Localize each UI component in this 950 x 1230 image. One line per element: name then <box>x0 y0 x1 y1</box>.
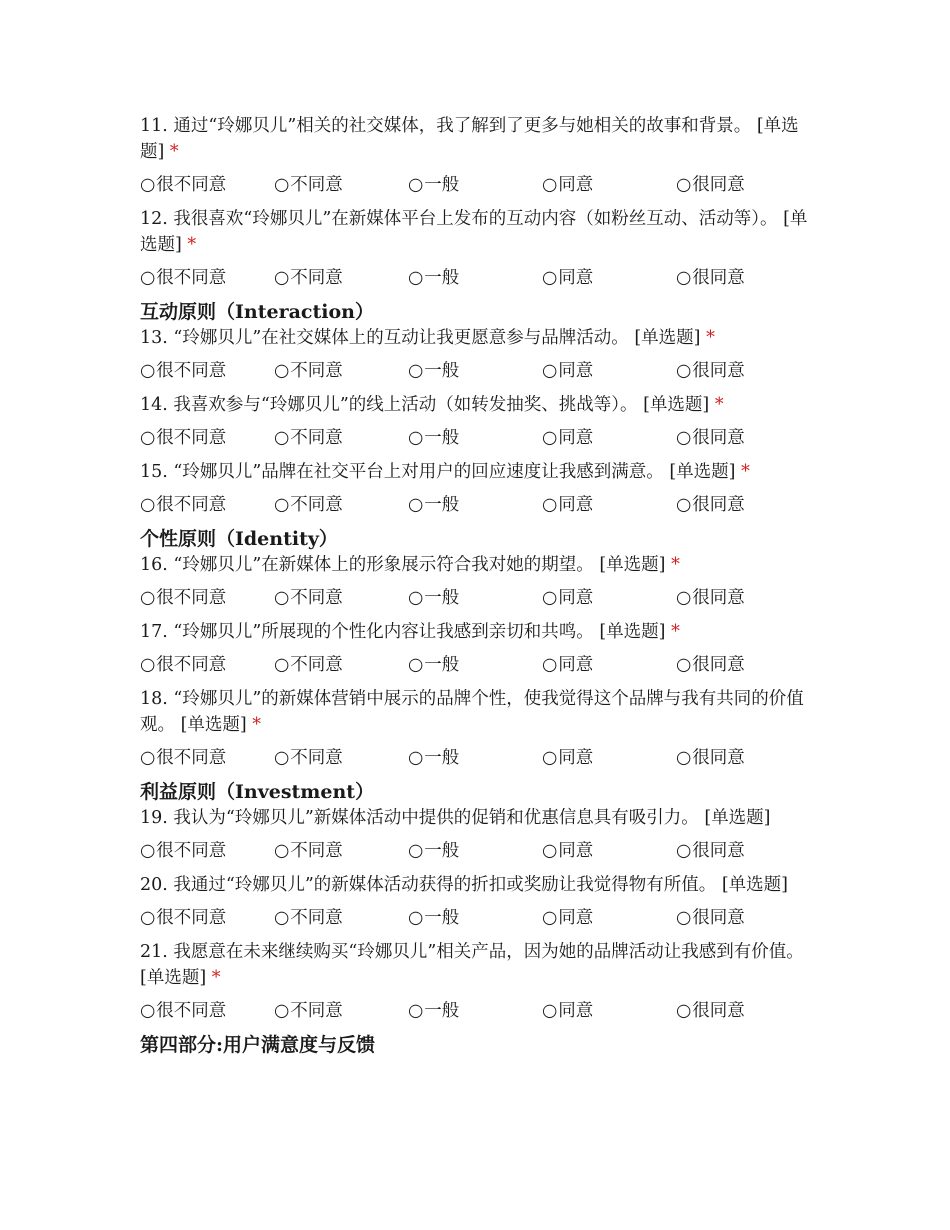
radio-circle-icon[interactable]: ○ <box>408 495 424 515</box>
radio-circle-icon[interactable]: ○ <box>274 361 290 381</box>
radio-circle-icon[interactable]: ○ <box>408 1001 424 1021</box>
question-text <box>140 392 815 418</box>
radio-option-label: 很同意 <box>692 428 745 448</box>
radio-option-label: 一般 <box>424 175 460 195</box>
radio-option[interactable] <box>274 652 408 678</box>
radio-option-label: 很不同意 <box>156 1001 227 1021</box>
radio-circle-icon[interactable]: ○ <box>408 175 424 195</box>
radio-option-label: 很同意 <box>692 748 745 768</box>
radio-circle-icon[interactable]: ○ <box>140 175 156 195</box>
radio-option-label: 不同意 <box>290 495 343 515</box>
radio-circle-icon[interactable]: ○ <box>408 841 424 861</box>
radio-circle-icon[interactable]: ○ <box>542 361 558 381</box>
radio-option[interactable] <box>408 358 542 384</box>
likert-option-row <box>140 905 815 931</box>
radio-option[interactable] <box>542 745 676 771</box>
radio-option-label: 一般 <box>424 428 460 448</box>
radio-circle-icon[interactable]: ○ <box>408 908 424 928</box>
radio-option[interactable] <box>676 585 810 611</box>
radio-option[interactable] <box>408 652 542 678</box>
radio-option[interactable] <box>140 745 274 771</box>
radio-option[interactable] <box>274 358 408 384</box>
radio-circle-icon[interactable]: ○ <box>542 175 558 195</box>
radio-option[interactable] <box>274 998 408 1024</box>
radio-circle-icon[interactable]: ○ <box>676 175 692 195</box>
radio-option[interactable] <box>676 265 810 291</box>
radio-circle-icon[interactable]: ○ <box>676 588 692 608</box>
radio-circle-icon[interactable]: ○ <box>274 841 290 861</box>
radio-circle-icon[interactable]: ○ <box>542 841 558 861</box>
required-asterisk: * <box>211 968 221 988</box>
radio-circle-icon[interactable]: ○ <box>140 268 156 288</box>
radio-option-label: 一般 <box>424 268 460 288</box>
radio-option-label: 同意 <box>558 495 594 515</box>
radio-option-label: 一般 <box>424 908 460 928</box>
radio-option[interactable] <box>140 358 274 384</box>
radio-option-label: 不同意 <box>290 841 343 861</box>
radio-option-label: 不同意 <box>290 268 343 288</box>
radio-option[interactable] <box>274 905 408 931</box>
question-label: 14. 我喜欢参与“玲娜贝儿”的线上活动（如转发抽奖、挑战等）。 [单选题] <box>140 395 710 415</box>
question-text <box>140 805 815 831</box>
radio-option[interactable] <box>140 838 274 864</box>
likert-option-row <box>140 425 815 451</box>
required-asterisk: * <box>714 395 724 415</box>
radio-option-label: 很不同意 <box>156 268 227 288</box>
likert-option-row <box>140 358 815 384</box>
likert-option-row <box>140 585 815 611</box>
radio-circle-icon[interactable]: ○ <box>140 361 156 381</box>
radio-option[interactable] <box>274 585 408 611</box>
radio-option[interactable] <box>408 905 542 931</box>
radio-option-label: 一般 <box>424 748 460 768</box>
radio-circle-icon[interactable]: ○ <box>140 1001 156 1021</box>
required-asterisk: * <box>187 235 197 255</box>
radio-option[interactable] <box>140 905 274 931</box>
section-heading: 个性原则（Identity） <box>140 528 338 550</box>
required-asterisk: * <box>741 462 750 482</box>
radio-option[interactable] <box>274 745 408 771</box>
radio-option[interactable] <box>542 585 676 611</box>
radio-circle-icon[interactable]: ○ <box>408 268 424 288</box>
radio-option-label: 同意 <box>558 175 594 195</box>
radio-option-label: 很不同意 <box>156 655 227 675</box>
radio-option[interactable] <box>408 172 542 198</box>
radio-circle-icon[interactable]: ○ <box>140 428 156 448</box>
radio-circle-icon[interactable]: ○ <box>274 1001 290 1021</box>
radio-circle-icon[interactable]: ○ <box>676 841 692 861</box>
radio-option[interactable] <box>542 265 676 291</box>
radio-option-label: 不同意 <box>290 655 343 675</box>
radio-option[interactable] <box>274 425 408 451</box>
radio-option-label: 同意 <box>558 748 594 768</box>
radio-circle-icon[interactable]: ○ <box>274 908 290 928</box>
radio-option-label: 同意 <box>558 428 594 448</box>
radio-option-label: 很不同意 <box>156 908 227 928</box>
likert-option-row <box>140 838 815 864</box>
question-text <box>140 939 815 991</box>
radio-circle-icon[interactable]: ○ <box>542 428 558 448</box>
radio-circle-icon[interactable]: ○ <box>676 268 692 288</box>
radio-option[interactable] <box>408 838 542 864</box>
radio-circle-icon[interactable]: ○ <box>542 495 558 515</box>
required-asterisk: * <box>169 142 179 162</box>
radio-option-label: 一般 <box>424 588 460 608</box>
radio-option-label: 很不同意 <box>156 428 227 448</box>
section-heading: 互动原则（Interaction） <box>140 301 374 323</box>
radio-option[interactable] <box>676 745 810 771</box>
radio-option-label: 很不同意 <box>156 495 227 515</box>
question-text <box>140 552 815 578</box>
radio-option[interactable] <box>542 425 676 451</box>
radio-option-label: 不同意 <box>290 588 343 608</box>
radio-option[interactable] <box>408 745 542 771</box>
radio-circle-icon[interactable]: ○ <box>140 841 156 861</box>
radio-option-label: 很同意 <box>692 908 745 928</box>
radio-circle-icon[interactable]: ○ <box>542 908 558 928</box>
radio-option-label: 一般 <box>424 361 460 381</box>
question-label: 20. 我通过“玲娜贝儿”的新媒体活动获得的折扣或奖励让我觉得物有所值。 [单选题] <box>140 875 789 895</box>
radio-option-label: 一般 <box>424 495 460 515</box>
question-text <box>140 113 815 165</box>
radio-option-label: 很不同意 <box>156 361 227 381</box>
radio-option-label: 很不同意 <box>156 588 227 608</box>
likert-option-row <box>140 172 815 198</box>
radio-option[interactable] <box>676 358 810 384</box>
radio-option-label: 很同意 <box>692 841 745 861</box>
radio-option[interactable] <box>542 905 676 931</box>
required-asterisk: * <box>706 328 715 348</box>
radio-option[interactable] <box>140 492 274 518</box>
radio-option[interactable] <box>140 425 274 451</box>
radio-circle-icon[interactable]: ○ <box>676 908 692 928</box>
radio-circle-icon[interactable]: ○ <box>408 361 424 381</box>
radio-circle-icon[interactable]: ○ <box>408 588 424 608</box>
radio-option-label: 很同意 <box>692 268 745 288</box>
question-label: 11. 通过“玲娜贝儿”相关的社交媒体，我了解到了更多与她相关的故事和背景。 [单选题] <box>140 116 799 162</box>
radio-option-label: 不同意 <box>290 908 343 928</box>
radio-option[interactable] <box>140 172 274 198</box>
radio-option[interactable] <box>140 998 274 1024</box>
radio-circle-icon[interactable]: ○ <box>542 1001 558 1021</box>
radio-circle-icon[interactable]: ○ <box>408 748 424 768</box>
question-label: 18. “玲娜贝儿”的新媒体营销中展示的品牌个性，使我觉得这个品牌与我有共同的价值观。 [单选题] <box>140 689 804 735</box>
radio-circle-icon[interactable]: ○ <box>408 655 424 675</box>
radio-option-label: 同意 <box>558 1001 594 1021</box>
required-asterisk: * <box>671 555 680 575</box>
radio-option[interactable] <box>542 998 676 1024</box>
radio-option[interactable] <box>274 492 408 518</box>
radio-option[interactable] <box>676 492 810 518</box>
radio-option-label: 同意 <box>558 908 594 928</box>
question-text <box>140 686 815 738</box>
radio-option-label: 一般 <box>424 655 460 675</box>
radio-option[interactable] <box>408 492 542 518</box>
radio-option[interactable] <box>408 585 542 611</box>
radio-option-label: 很同意 <box>692 361 745 381</box>
radio-circle-icon[interactable]: ○ <box>140 495 156 515</box>
question-label: 21. 我愿意在未来继续购买“玲娜贝儿”相关产品，因为她的品牌活动让我感到有价值。 [单选题] <box>140 942 804 988</box>
radio-option[interactable] <box>408 425 542 451</box>
radio-option-label: 同意 <box>558 588 594 608</box>
radio-circle-icon[interactable]: ○ <box>140 655 156 675</box>
radio-option-label: 不同意 <box>290 361 343 381</box>
radio-option[interactable] <box>140 652 274 678</box>
radio-option-label: 不同意 <box>290 175 343 195</box>
radio-circle-icon[interactable]: ○ <box>274 268 290 288</box>
radio-circle-icon[interactable]: ○ <box>542 268 558 288</box>
radio-option[interactable] <box>676 425 810 451</box>
question-text <box>140 872 815 898</box>
likert-option-row <box>140 265 815 291</box>
radio-option[interactable] <box>542 358 676 384</box>
radio-option-label: 同意 <box>558 655 594 675</box>
question-label: 17. “玲娜贝儿”所展现的个性化内容让我感到亲切和共鸣。 [单选题] <box>140 622 666 642</box>
question-label: 15. “玲娜贝儿”品牌在社交平台上对用户的回应速度让我感到满意。 [单选题] <box>140 462 736 482</box>
radio-option[interactable] <box>408 998 542 1024</box>
radio-circle-icon[interactable]: ○ <box>140 748 156 768</box>
question-text <box>140 619 815 645</box>
radio-option-label: 很不同意 <box>156 175 227 195</box>
likert-option-row <box>140 998 815 1024</box>
radio-option[interactable] <box>408 265 542 291</box>
radio-option[interactable] <box>274 265 408 291</box>
radio-circle-icon[interactable]: ○ <box>542 655 558 675</box>
likert-option-row <box>140 492 815 518</box>
question-text <box>140 325 815 351</box>
radio-option-label: 不同意 <box>290 1001 343 1021</box>
radio-option-label: 同意 <box>558 361 594 381</box>
radio-option[interactable] <box>274 838 408 864</box>
radio-option[interactable] <box>542 838 676 864</box>
likert-option-row <box>140 745 815 771</box>
radio-circle-icon[interactable]: ○ <box>676 655 692 675</box>
radio-circle-icon[interactable]: ○ <box>408 428 424 448</box>
question-label: 12. 我很喜欢“玲娜贝儿”在新媒体平台上发布的互动内容（如粉丝互动、活动等）。 [单选题] <box>140 209 808 255</box>
radio-circle-icon[interactable]: ○ <box>676 428 692 448</box>
radio-option[interactable] <box>676 172 810 198</box>
radio-option-label: 很同意 <box>692 495 745 515</box>
question-label: 19. 我认为“玲娜贝儿”新媒体活动中提供的促销和优惠信息具有吸引力。 [单选题] <box>140 808 771 828</box>
radio-option-label: 同意 <box>558 841 594 861</box>
question-label: 13. “玲娜贝儿”在社交媒体上的互动让我更愿意参与品牌活动。 [单选题] <box>140 328 701 348</box>
radio-option[interactable] <box>676 905 810 931</box>
radio-circle-icon[interactable]: ○ <box>676 495 692 515</box>
radio-circle-icon[interactable]: ○ <box>140 588 156 608</box>
radio-option-label: 很不同意 <box>156 748 227 768</box>
question-text <box>140 206 815 258</box>
radio-circle-icon[interactable]: ○ <box>140 908 156 928</box>
radio-circle-icon[interactable]: ○ <box>274 175 290 195</box>
section-heading: 利益原则（Investment） <box>140 781 375 803</box>
survey-content <box>140 113 815 1058</box>
required-asterisk: * <box>671 622 680 642</box>
radio-option[interactable] <box>676 998 810 1024</box>
radio-circle-icon[interactable]: ○ <box>274 588 290 608</box>
radio-option[interactable] <box>676 838 810 864</box>
radio-circle-icon[interactable]: ○ <box>542 748 558 768</box>
question-text <box>140 459 815 485</box>
likert-option-row <box>140 652 815 678</box>
section-heading: 第四部分:用户满意度与反馈 <box>140 1034 376 1056</box>
radio-option-label: 一般 <box>424 841 460 861</box>
radio-option[interactable] <box>542 172 676 198</box>
radio-option[interactable] <box>542 492 676 518</box>
radio-option-label: 不同意 <box>290 748 343 768</box>
radio-option-label: 很同意 <box>692 175 745 195</box>
radio-circle-icon[interactable]: ○ <box>274 495 290 515</box>
radio-option-label: 很同意 <box>692 588 745 608</box>
radio-option-label: 一般 <box>424 1001 460 1021</box>
radio-option[interactable] <box>676 652 810 678</box>
radio-circle-icon[interactable]: ○ <box>676 1001 692 1021</box>
radio-option-label: 很同意 <box>692 655 745 675</box>
radio-option-label: 不同意 <box>290 428 343 448</box>
radio-circle-icon[interactable]: ○ <box>274 748 290 768</box>
radio-option-label: 同意 <box>558 268 594 288</box>
radio-circle-icon[interactable]: ○ <box>676 361 692 381</box>
radio-option[interactable] <box>140 585 274 611</box>
question-label: 16. “玲娜贝儿”在新媒体上的形象展示符合我对她的期望。 [单选题] <box>140 555 666 575</box>
radio-option[interactable] <box>542 652 676 678</box>
radio-option-label: 很不同意 <box>156 841 227 861</box>
radio-circle-icon[interactable]: ○ <box>274 428 290 448</box>
radio-circle-icon[interactable]: ○ <box>676 748 692 768</box>
radio-option[interactable] <box>140 265 274 291</box>
radio-option[interactable] <box>274 172 408 198</box>
radio-circle-icon[interactable]: ○ <box>274 655 290 675</box>
radio-circle-icon[interactable]: ○ <box>542 588 558 608</box>
required-asterisk: * <box>252 715 262 735</box>
radio-option-label: 很同意 <box>692 1001 745 1021</box>
